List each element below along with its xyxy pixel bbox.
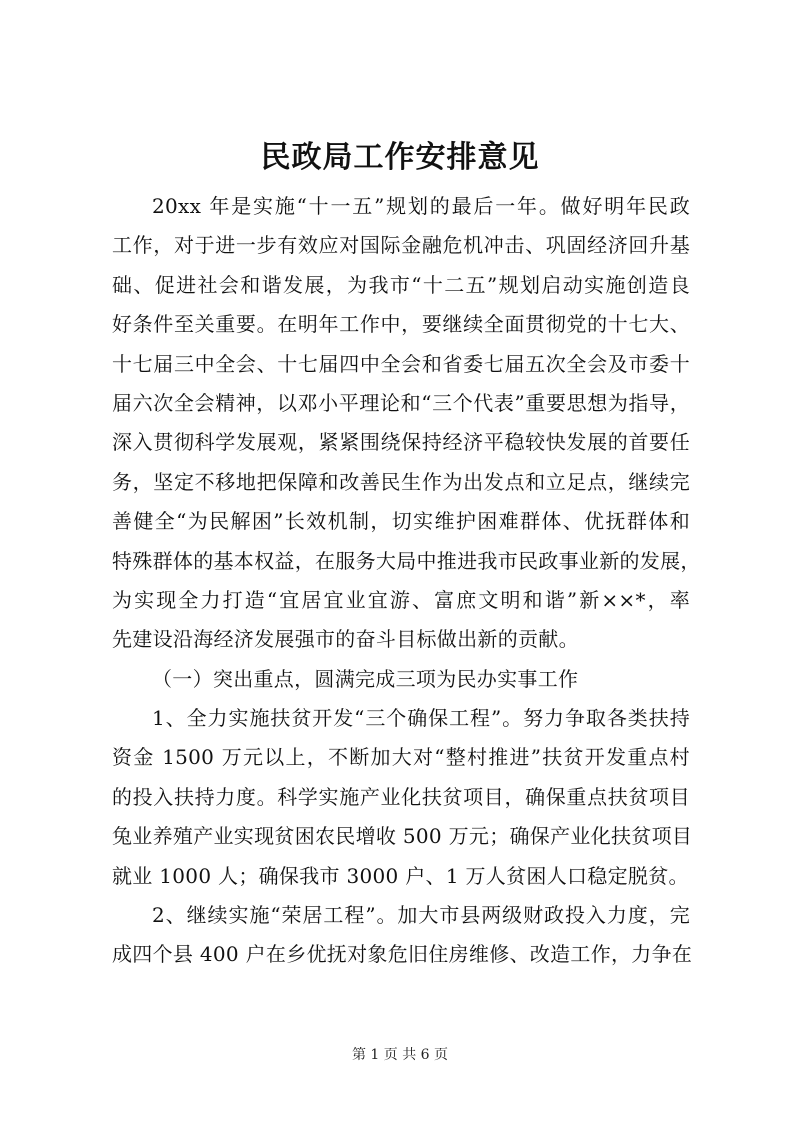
document-body xyxy=(112,187,701,975)
paragraph-line: 深入贯彻科学发展观，紧紧围绕保持经济平稳较快发展的首要任 xyxy=(112,430,690,455)
paragraph-line: 特殊群体的基本权益，在服务大局中推进我市民政事业新的发展， xyxy=(112,548,701,573)
page-footer: 第 1 页 共 6 页 xyxy=(351,1047,449,1063)
paragraph-line: 资金 1500 万元以上，不断加大对“整村推进”扶贫开发重点村 xyxy=(112,745,690,770)
paragraph-line: 为实现全力打造“宜居宜业宜游、富庶文明和谐”新××*，率 xyxy=(112,587,690,612)
paragraph-line: 好条件至关重要。在明年工作中，要继续全面贯彻党的十七大、 xyxy=(112,312,690,337)
paragraph-line: 础、促进社会和谐发展，为我市“十二五”规划启动实施创造良 xyxy=(112,272,690,297)
paragraph-line: 就业 1000 人；确保我市 3000 户、1 万人贫困人口稳定脱贫。 xyxy=(112,863,689,888)
section-heading: （一）突出重点，圆满完成三项为民办实事工作 xyxy=(152,666,579,691)
paragraph-line: 工作，对于进一步有效应对国际金融危机冲击、巩固经济回升基 xyxy=(112,233,690,258)
paragraph-line: 善健全“为民解困”长效机制，切实维护困难群体、优抚群体和 xyxy=(112,509,690,534)
paragraph-line: 届六次全会精神，以邓小平理论和“三个代表”重要思想为指导， xyxy=(112,390,690,415)
paragraph-line: 先建设沿海经济发展强市的奋斗目标做出新的贡献。 xyxy=(112,627,579,652)
document-title: 民政局工作安排意见 xyxy=(260,140,540,175)
paragraph-line: 20xx 年是实施“十一五”规划的最后一年。做好明年民政 xyxy=(152,194,690,218)
paragraph-line: 务，坚定不移地把保障和改善民生作为出发点和立足点，继续完 xyxy=(112,469,690,494)
paragraph-line: 兔业养殖产业实现贫困农民增收 500 万元；确保产业化扶贫项目 xyxy=(112,824,693,849)
paragraph-line: 十七届三中全会、十七届四中全会和省委七届五次全会及市委十 xyxy=(112,351,690,376)
paragraph-line: 1、全力实施扶贫开发“三个确保工程”。努力争取各类扶持 xyxy=(152,706,690,731)
paragraph-line: 的投入扶持力度。科学实施产业化扶贫项目，确保重点扶贫项目 xyxy=(112,784,690,809)
paragraph-line: 2、继续实施“荣居工程”。加大市县两级财政投入力度，完 xyxy=(152,903,690,928)
paragraph-line: 成四个县 400 户在乡优抚对象危旧住房维修、改造工作，力争在 xyxy=(112,942,693,967)
